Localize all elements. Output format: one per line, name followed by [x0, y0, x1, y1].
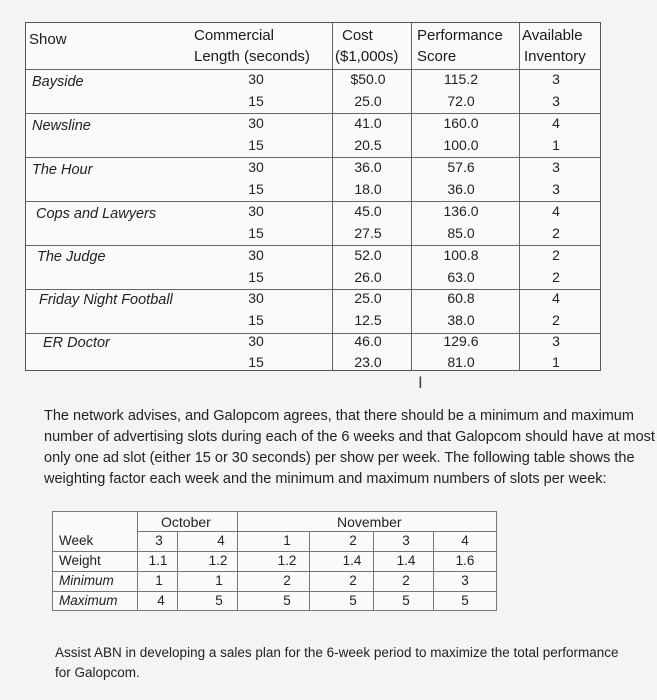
header-length-line1: Commercial [194, 27, 275, 44]
weight-cell: 1.4 [396, 553, 416, 568]
cost-cell: 12.5 [354, 312, 382, 328]
length-cell: 15 [248, 137, 264, 153]
length-cell: 30 [248, 71, 264, 87]
maximum-cell: 5 [215, 593, 223, 608]
header-performance-line1: Performance [417, 27, 503, 44]
inventory-cell: 3 [552, 159, 560, 175]
cost-cell: 25.0 [354, 290, 382, 306]
inventory-cell: 3 [552, 71, 560, 87]
inventory-cell: 4 [552, 203, 560, 219]
show-name: Cops and Lawyers [36, 206, 157, 222]
maximum-cell: 5 [283, 593, 291, 608]
weight-cell: 1.1 [148, 553, 168, 568]
performance-cell: 63.0 [447, 269, 475, 285]
row-divider [53, 551, 496, 552]
header-performance-line2: Score [417, 48, 457, 65]
instructions-paragraph [44, 406, 656, 490]
inventory-cell: 1 [552, 354, 560, 370]
length-cell: 30 [248, 290, 264, 306]
minimum-cell: 2 [402, 573, 410, 588]
performance-cell: 36.0 [447, 181, 475, 197]
week-cell: 3 [155, 533, 163, 548]
week-cell: 2 [349, 533, 357, 548]
length-cell: 15 [248, 312, 264, 328]
performance-cell: 100.0 [443, 137, 479, 153]
row-label-weight: Weight [59, 553, 101, 568]
length-cell: 30 [248, 115, 264, 131]
task-instruction [55, 643, 655, 683]
row-divider [53, 591, 496, 592]
inventory-cell: 2 [552, 247, 560, 263]
minimum-cell: 3 [461, 573, 469, 588]
task-line: Assist ABN in developing a sales plan for the 6-week period to maximize the total performance [55, 645, 619, 660]
paragraph-line: weighting factor each week and the minimum and maximum numbers of slots per week: [44, 471, 607, 487]
length-cell: 15 [248, 354, 264, 370]
cost-cell: 36.0 [354, 159, 382, 175]
performance-cell: 72.0 [447, 93, 475, 109]
header-cost-line2: ($1,000s) [335, 48, 399, 65]
row-label-maximum: Maximum [59, 593, 118, 608]
cost-cell: 20.5 [354, 137, 382, 153]
week-cell: 4 [461, 533, 469, 548]
week-cell: 3 [402, 533, 410, 548]
row-divider [26, 289, 600, 290]
weight-cell: 1.2 [208, 553, 228, 568]
week-cell: 4 [217, 533, 225, 548]
cost-cell: 27.5 [354, 225, 382, 241]
show-name: Friday Night Football [39, 292, 173, 308]
cost-cell: 23.0 [354, 354, 382, 370]
performance-cell: 100.8 [443, 247, 479, 263]
text-cursor-icon: I [418, 373, 423, 392]
column-divider [332, 23, 333, 370]
paragraph-line: number of advertising slots during each of the 6 weeks and that Galopcom should have at most [44, 429, 655, 445]
show-name: Bayside [32, 74, 84, 90]
minimum-cell: 1 [215, 573, 223, 588]
maximum-cell: 5 [402, 593, 410, 608]
inventory-cell: 1 [552, 137, 560, 153]
maximum-cell: 5 [461, 593, 469, 608]
column-divider [519, 23, 520, 370]
performance-cell: 38.0 [447, 312, 475, 328]
cost-cell: 45.0 [354, 203, 382, 219]
length-cell: 15 [248, 269, 264, 285]
inventory-cell: 4 [552, 290, 560, 306]
header-available-line1: Available [522, 27, 583, 44]
performance-cell: 60.8 [447, 290, 475, 306]
length-cell: 30 [248, 203, 264, 219]
header-divider [26, 69, 600, 70]
weekly-slots-table [52, 511, 497, 611]
row-label-week: Week [59, 533, 94, 548]
performance-cell: 160.0 [443, 115, 479, 131]
row-divider [26, 157, 600, 158]
weight-cell: 1.6 [455, 553, 475, 568]
inventory-cell: 2 [552, 312, 560, 328]
performance-cell: 57.6 [447, 159, 475, 175]
month-november: November [337, 514, 402, 530]
show-name: The Hour [32, 162, 93, 178]
column-divider [411, 23, 412, 370]
row-divider [26, 201, 600, 202]
header-available-line2: Inventory [524, 48, 586, 65]
length-cell: 30 [248, 333, 264, 349]
cost-cell: 25.0 [354, 93, 382, 109]
show-name: ER Doctor [43, 335, 110, 351]
cost-cell: 26.0 [354, 269, 382, 285]
minimum-cell: 2 [349, 573, 357, 588]
row-divider [26, 333, 600, 334]
show-performance-table [25, 22, 601, 371]
length-cell: 15 [248, 181, 264, 197]
row-label-minimum: Minimum [59, 573, 114, 588]
cost-cell: 41.0 [354, 115, 382, 131]
cost-cell: 52.0 [354, 247, 382, 263]
row-divider [53, 571, 496, 572]
performance-cell: 136.0 [443, 203, 479, 219]
minimum-cell: 2 [283, 573, 291, 588]
weight-cell: 1.4 [342, 553, 362, 568]
paragraph-line: only one ad slot (either 15 or 30 seconds) per show per week. The following table shows the [44, 450, 635, 466]
show-name: Newsline [32, 118, 91, 134]
inventory-cell: 3 [552, 93, 560, 109]
performance-cell: 129.6 [443, 333, 479, 349]
inventory-cell: 2 [552, 225, 560, 241]
task-line: for Galopcom. [55, 665, 140, 680]
inventory-cell: 3 [552, 333, 560, 349]
header-length-line2: Length (seconds) [194, 48, 310, 65]
length-cell: 30 [248, 159, 264, 175]
paragraph-line: The network advises, and Galopcom agrees, that there should be a minimum and maximum [44, 408, 634, 424]
performance-cell: 81.0 [447, 354, 475, 370]
inventory-cell: 2 [552, 269, 560, 285]
row-divider [26, 113, 600, 114]
maximum-cell: 4 [157, 593, 165, 608]
minimum-cell: 1 [155, 573, 163, 588]
weight-cell: 1.2 [277, 553, 297, 568]
show-name: The Judge [37, 249, 106, 265]
inventory-cell: 4 [552, 115, 560, 131]
length-cell: 15 [248, 93, 264, 109]
maximum-cell: 5 [349, 593, 357, 608]
cost-cell: 46.0 [354, 333, 382, 349]
performance-cell: 85.0 [447, 225, 475, 241]
header-show: Show [29, 31, 67, 48]
performance-cell: 115.2 [444, 71, 478, 87]
cost-cell: $50.0 [350, 71, 386, 87]
month-divider [137, 531, 496, 532]
length-cell: 15 [248, 225, 264, 241]
month-october: October [161, 514, 211, 530]
header-cost-line1: Cost [342, 27, 373, 44]
length-cell: 30 [248, 247, 264, 263]
row-divider [26, 245, 600, 246]
cost-cell: 18.0 [354, 181, 382, 197]
week-cell: 1 [283, 533, 291, 548]
inventory-cell: 3 [552, 181, 560, 197]
